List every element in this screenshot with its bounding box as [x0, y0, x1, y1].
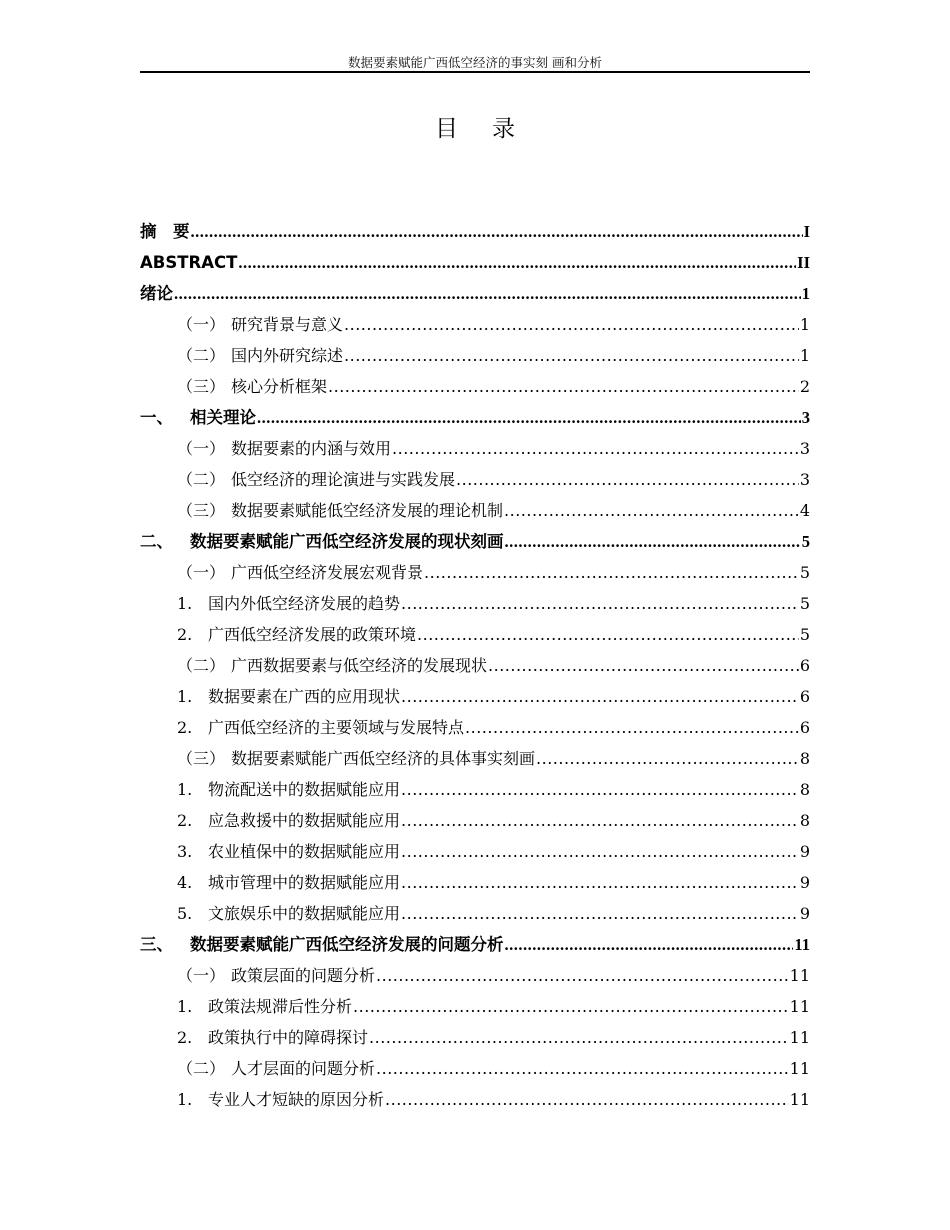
toc-dot-leader	[488, 650, 799, 681]
toc-dot-leader	[536, 743, 799, 774]
toc-entry[interactable]	[140, 681, 810, 712]
toc-entry-number: 1.	[177, 594, 193, 613]
toc-page-number: 3	[801, 408, 810, 427]
toc-entry-label	[177, 991, 352, 1022]
toc-entry[interactable]	[140, 991, 810, 1022]
toc-entry-number: 3.	[177, 842, 193, 861]
toc-page-number: 8	[799, 811, 810, 830]
toc-dot-leader	[505, 929, 794, 960]
toc-entry-text: 政策法规滞后性分析	[208, 997, 353, 1016]
toc-page-number: 9	[799, 873, 810, 892]
toc-dot-leader	[401, 898, 799, 929]
toc-entry-text: 数据要素的内涵与效用	[231, 439, 392, 458]
toc-entry[interactable]	[140, 433, 810, 464]
toc-dot-leader	[401, 867, 799, 898]
toc-entry-text: 数据要素赋能广西低空经济的具体事实刻画	[231, 749, 536, 768]
toc-entry-text: 数据要素赋能广西低空经济发展的现状刻画	[190, 532, 504, 551]
toc-page-number: 8	[799, 749, 810, 768]
toc-entry-label	[177, 712, 464, 743]
toc-entry-label	[177, 867, 400, 898]
toc-entry-text: 广西低空经济的主要领域与发展特点	[208, 718, 465, 737]
toc-dot-leader	[257, 402, 801, 433]
toc-entry-number: 1.	[177, 997, 193, 1016]
toc-entry[interactable]	[140, 247, 810, 278]
toc-entry-number: 2.	[177, 625, 193, 644]
toc-page-number: 8	[799, 780, 810, 799]
toc-dot-leader	[376, 1053, 789, 1084]
toc-entry[interactable]	[140, 495, 810, 526]
toc-entry-label	[177, 371, 327, 402]
toc-entry-text: 物流配送中的数据赋能应用	[208, 780, 401, 799]
toc-entry-number: （三）	[177, 501, 226, 520]
toc-entry[interactable]	[140, 805, 810, 836]
toc-entry-text: 应急救援中的数据赋能应用	[208, 811, 401, 830]
toc-entry[interactable]	[140, 650, 810, 681]
toc-page-number: 3	[799, 439, 810, 458]
toc-entry[interactable]	[140, 371, 810, 402]
toc-dot-leader	[344, 309, 799, 340]
toc-entry-label	[177, 898, 400, 929]
toc-entry-text: 人才层面的问题分析	[231, 1059, 376, 1078]
toc-entry-label	[140, 526, 504, 557]
toc-page-number: 3	[799, 470, 810, 489]
toc-dot-leader	[401, 588, 799, 619]
toc-entry-label	[177, 960, 375, 991]
toc-entry[interactable]	[140, 774, 810, 805]
toc-entry-label	[177, 464, 455, 495]
toc-entry-label	[177, 1022, 368, 1053]
toc-entry-number: 2.	[177, 811, 193, 830]
toc-entry-number: （一）	[177, 563, 226, 582]
toc-dot-leader	[238, 247, 796, 278]
toc-entry[interactable]	[140, 619, 810, 650]
toc-page-number: 11	[794, 935, 810, 954]
toc-entry-text: 摘 要	[140, 222, 190, 241]
toc-entry-text: 数据要素赋能广西低空经济发展的问题分析	[190, 935, 504, 954]
toc-page-number: 2	[799, 377, 810, 396]
toc-entry[interactable]	[140, 898, 810, 929]
toc-dot-leader	[353, 991, 789, 1022]
toc-page-number: 11	[789, 1059, 810, 1078]
toc-entry-number: 三、	[140, 935, 173, 954]
toc-entry-number: （二）	[177, 346, 226, 365]
toc-entry-number: （一）	[177, 966, 226, 985]
toc-entry-number: （二）	[177, 656, 226, 675]
toc-entry-label	[177, 340, 343, 371]
toc-entry-label	[177, 743, 535, 774]
toc-dot-leader	[328, 371, 799, 402]
toc-entry-text: 数据要素赋能低空经济发展的理论机制	[231, 501, 504, 520]
toc-dot-leader	[369, 1022, 789, 1053]
toc-entry[interactable]	[140, 464, 810, 495]
toc-entry[interactable]	[140, 929, 810, 960]
toc-entry-text: 政策执行中的障碍探讨	[208, 1028, 369, 1047]
toc-dot-leader	[505, 526, 801, 557]
toc-entry[interactable]	[140, 216, 810, 247]
toc-page-number: II	[797, 253, 810, 272]
toc-page-number: 6	[799, 687, 810, 706]
toc-page-number: 9	[799, 842, 810, 861]
toc-entry-text: 广西数据要素与低空经济的发展现状	[231, 656, 488, 675]
toc-entry[interactable]	[140, 402, 810, 433]
toc-dot-leader	[344, 340, 799, 371]
toc-dot-leader	[401, 681, 799, 712]
toc-dot-leader	[385, 1084, 789, 1115]
toc-entry-number: 2.	[177, 718, 193, 737]
toc-entry-text: 相关理论	[190, 408, 256, 427]
toc-dot-leader	[504, 495, 799, 526]
toc-entry-label	[177, 557, 423, 588]
toc-entry-text: 低空经济的理论演进与实践发展	[231, 470, 456, 489]
toc-entry-number: 一、	[140, 408, 173, 427]
toc-entry-label	[140, 216, 190, 247]
table-of-contents	[140, 216, 810, 1115]
toc-entry-label	[177, 1084, 384, 1115]
toc-entry-number: （一）	[177, 439, 226, 458]
toc-entry-text: 广西低空经济发展宏观背景	[231, 563, 424, 582]
toc-entry-number: 二、	[140, 532, 173, 551]
toc-entry[interactable]	[140, 712, 810, 743]
toc-entry-text: 研究背景与意义	[231, 315, 344, 334]
toc-entry-number: （三）	[177, 749, 226, 768]
toc-entry-text: 国内外低空经济发展的趋势	[208, 594, 401, 613]
toc-entry-label	[177, 309, 343, 340]
toc-entry-number: 1.	[177, 687, 193, 706]
toc-dot-leader	[376, 960, 789, 991]
toc-entry[interactable]	[140, 960, 810, 991]
toc-entry-text: 城市管理中的数据赋能应用	[208, 873, 401, 892]
toc-page-number: 9	[799, 904, 810, 923]
toc-entry-number: 4.	[177, 873, 193, 892]
toc-entry-label	[177, 650, 487, 681]
toc-dot-leader	[191, 216, 803, 247]
toc-entry[interactable]	[140, 526, 810, 557]
toc-dot-leader	[465, 712, 799, 743]
toc-entry-label	[177, 495, 503, 526]
toc-page-number: 6	[799, 718, 810, 737]
toc-entry-text: 国内外研究综述	[231, 346, 344, 365]
toc-entry-label	[177, 774, 400, 805]
toc-page-number: 5	[801, 532, 810, 551]
toc-entry-label	[177, 1053, 375, 1084]
toc-page-number: 1	[799, 315, 810, 334]
toc-entry-label	[140, 929, 504, 960]
toc-entry-number: 2.	[177, 1028, 193, 1047]
toc-entry-number: （二）	[177, 470, 226, 489]
toc-entry-label	[177, 588, 400, 619]
toc-entry-text: ABSTRACT	[140, 253, 238, 272]
toc-page-number: 11	[789, 1090, 810, 1109]
toc-entry-label	[177, 836, 400, 867]
toc-dot-leader	[174, 278, 801, 309]
toc-entry[interactable]	[140, 836, 810, 867]
toc-page-number: 1	[801, 284, 810, 303]
toc-entry[interactable]	[140, 1053, 810, 1084]
toc-dot-leader	[401, 774, 799, 805]
toc-page-number: 4	[799, 501, 810, 520]
toc-page-number: 6	[799, 656, 810, 675]
toc-entry-text: 数据要素在广西的应用现状	[208, 687, 401, 706]
toc-dot-leader	[401, 805, 799, 836]
toc-page-number: 1	[799, 346, 810, 365]
toc-page-number: 11	[789, 966, 810, 985]
toc-dot-leader	[424, 557, 799, 588]
toc-page-number: 5	[799, 625, 810, 644]
toc-entry-number: （二）	[177, 1059, 226, 1078]
toc-entry-text: 文旅娱乐中的数据赋能应用	[208, 904, 401, 923]
toc-entry-text: 农业植保中的数据赋能应用	[208, 842, 401, 861]
toc-entry-label	[177, 433, 391, 464]
toc-entry[interactable]	[140, 743, 810, 774]
toc-dot-leader	[392, 433, 799, 464]
toc-entry-number: 1.	[177, 780, 193, 799]
toc-dot-leader	[456, 464, 799, 495]
toc-entry[interactable]	[140, 340, 810, 371]
toc-entry-number: 1.	[177, 1090, 193, 1109]
toc-entry[interactable]	[140, 588, 810, 619]
toc-entry-label	[140, 278, 173, 309]
running-header: 数据要素赋能广西低空经济的事实刻 画和分析	[348, 55, 602, 70]
toc-entry[interactable]	[140, 309, 810, 340]
toc-dot-leader	[401, 836, 799, 867]
toc-entry[interactable]	[140, 1022, 810, 1053]
toc-entry-text: 政策层面的问题分析	[231, 966, 376, 985]
toc-entry-text: 广西低空经济发展的政策环境	[208, 625, 417, 644]
toc-entry-label	[177, 805, 400, 836]
toc-page-number: 5	[799, 594, 810, 613]
toc-entry-number: 5.	[177, 904, 193, 923]
toc-page-number: 11	[789, 997, 810, 1016]
toc-entry[interactable]	[140, 867, 810, 898]
toc-entry-number: （三）	[177, 377, 226, 396]
toc-entry[interactable]	[140, 1084, 810, 1115]
toc-page-number: 11	[789, 1028, 810, 1047]
toc-entry-number: （一）	[177, 315, 226, 334]
toc-page-number: I	[803, 222, 810, 241]
toc-entry-text: 专业人才短缺的原因分析	[208, 1090, 385, 1109]
toc-title: 目录	[435, 116, 549, 142]
toc-dot-leader	[417, 619, 799, 650]
toc-entry-text: 核心分析框架	[231, 377, 328, 396]
toc-page-number: 5	[799, 563, 810, 582]
toc-entry-label	[140, 402, 256, 433]
header-rule	[140, 71, 810, 73]
toc-entry-label	[177, 681, 400, 712]
toc-entry[interactable]	[140, 557, 810, 588]
toc-entry-label	[177, 619, 416, 650]
toc-entry-text: 绪论	[140, 284, 173, 303]
toc-entry[interactable]	[140, 278, 810, 309]
toc-entry-label	[140, 247, 237, 278]
